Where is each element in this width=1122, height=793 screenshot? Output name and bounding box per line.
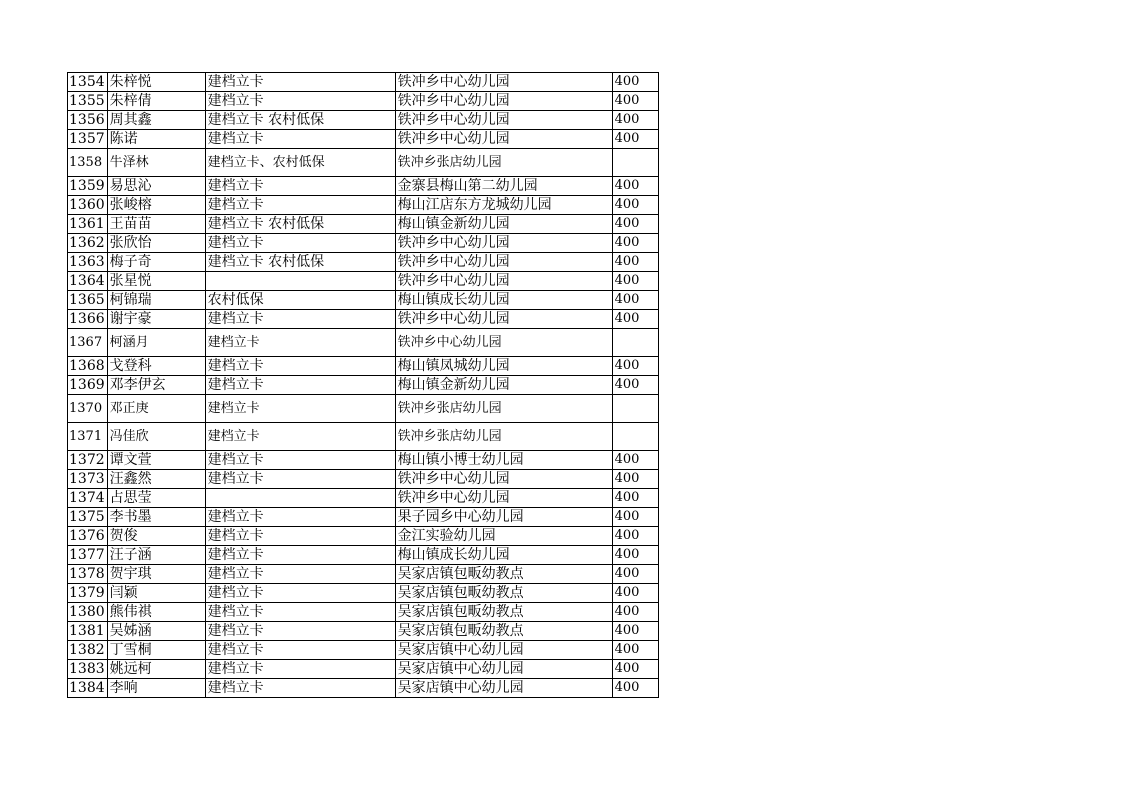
table-row [68,470,659,489]
table-row [68,584,659,603]
table-row [68,546,659,565]
amount-cell: 400 [612,111,658,130]
amount-cell: 400 [612,291,658,310]
table-row [68,357,659,376]
name-cell: 冯佳欣 [107,423,205,451]
name-cell: 张峻榕 [107,196,205,215]
status-cell: 建档立卡 [205,546,395,565]
kindergarten-cell: 铁冲乡张店幼儿园 [395,395,612,423]
amount-cell: 400 [612,73,658,92]
kindergarten-cell: 铁冲乡中心幼儿园 [395,253,612,272]
kindergarten-cell: 吴家店镇包畈幼教点 [395,622,612,641]
name-cell: 贺宇琪 [107,565,205,584]
status-cell: 建档立卡 [205,177,395,196]
status-cell: 建档立卡 [205,310,395,329]
amount-cell: 400 [612,130,658,149]
row-number-cell: 1365 [68,291,108,310]
amount-cell: 400 [612,489,658,508]
table-row [68,423,659,451]
name-cell: 邓正庚 [107,395,205,423]
name-cell: 梅子奇 [107,253,205,272]
row-number-cell: 1370 [68,395,108,423]
row-number-cell: 1377 [68,546,108,565]
kindergarten-cell: 铁冲乡中心幼儿园 [395,73,612,92]
name-cell: 贺俊 [107,527,205,546]
row-number-cell: 1354 [68,73,108,92]
name-cell: 周其鑫 [107,111,205,130]
name-cell: 汪鑫然 [107,470,205,489]
row-number-cell: 1372 [68,451,108,470]
status-cell: 建档立卡 [205,130,395,149]
table-row [68,565,659,584]
name-cell: 李书墨 [107,508,205,527]
status-cell: 建档立卡 [205,679,395,698]
row-number-cell: 1382 [68,641,108,660]
table-row [68,679,659,698]
kindergarten-cell: 吴家店镇中心幼儿园 [395,660,612,679]
kindergarten-cell: 果子园乡中心幼儿园 [395,508,612,527]
kindergarten-cell: 铁冲乡张店幼儿园 [395,423,612,451]
table-row [68,215,659,234]
data-table [67,72,659,698]
table-row [68,73,659,92]
status-cell: 建档立卡 [205,73,395,92]
amount-cell: 400 [612,584,658,603]
amount-cell: 400 [612,177,658,196]
row-number-cell: 1363 [68,253,108,272]
kindergarten-cell: 铁冲乡中心幼儿园 [395,329,612,357]
table-body [68,73,659,698]
amount-cell [612,149,658,177]
status-cell: 建档立卡 农村低保 [205,111,395,130]
kindergarten-cell: 金江实验幼儿园 [395,527,612,546]
row-number-cell: 1373 [68,470,108,489]
kindergarten-cell: 梅山镇凤城幼儿园 [395,357,612,376]
status-cell: 建档立卡、农村低保 [205,149,395,177]
amount-cell: 400 [612,253,658,272]
status-cell: 建档立卡 [205,395,395,423]
row-number-cell: 1381 [68,622,108,641]
row-number-cell: 1371 [68,423,108,451]
name-cell: 牛泽林 [107,149,205,177]
name-cell: 汪子涵 [107,546,205,565]
row-number-cell: 1368 [68,357,108,376]
status-cell: 建档立卡 [205,622,395,641]
status-cell: 建档立卡 [205,527,395,546]
kindergarten-cell: 吴家店镇包畈幼教点 [395,603,612,622]
kindergarten-cell: 铁冲乡中心幼儿园 [395,111,612,130]
row-number-cell: 1358 [68,149,108,177]
kindergarten-cell: 铁冲乡中心幼儿园 [395,310,612,329]
table-row [68,92,659,111]
status-cell: 建档立卡 [205,470,395,489]
amount-cell: 400 [612,310,658,329]
amount-cell: 400 [612,470,658,489]
kindergarten-cell: 梅山镇成长幼儿园 [395,291,612,310]
name-cell: 姚远柯 [107,660,205,679]
status-cell: 建档立卡 [205,234,395,253]
row-number-cell: 1379 [68,584,108,603]
amount-cell: 400 [612,272,658,291]
kindergarten-cell: 铁冲乡中心幼儿园 [395,470,612,489]
table-row [68,660,659,679]
kindergarten-cell: 铁冲乡张店幼儿园 [395,149,612,177]
name-cell: 朱梓悦 [107,73,205,92]
kindergarten-cell: 梅山江店东方龙城幼儿园 [395,196,612,215]
amount-cell [612,329,658,357]
amount-cell: 400 [612,660,658,679]
amount-cell: 400 [612,234,658,253]
status-cell: 建档立卡 [205,329,395,357]
amount-cell: 400 [612,622,658,641]
amount-cell: 400 [612,451,658,470]
status-cell: 建档立卡 [205,451,395,470]
row-number-cell: 1360 [68,196,108,215]
status-cell: 建档立卡 [205,584,395,603]
table-row [68,622,659,641]
amount-cell: 400 [612,565,658,584]
status-cell [205,489,395,508]
kindergarten-cell: 吴家店镇包畈幼教点 [395,565,612,584]
row-number-cell: 1378 [68,565,108,584]
amount-cell: 400 [612,196,658,215]
row-number-cell: 1374 [68,489,108,508]
status-cell: 建档立卡 [205,508,395,527]
name-cell: 张欣怡 [107,234,205,253]
table-row [68,196,659,215]
table-row [68,489,659,508]
amount-cell: 400 [612,546,658,565]
kindergarten-cell: 梅山镇金新幼儿园 [395,376,612,395]
kindergarten-cell: 梅山镇小博士幼儿园 [395,451,612,470]
name-cell: 张星悦 [107,272,205,291]
table-row [68,149,659,177]
status-cell: 建档立卡 [205,196,395,215]
row-number-cell: 1362 [68,234,108,253]
table-row [68,451,659,470]
table-row [68,508,659,527]
table-row [68,234,659,253]
name-cell: 李响 [107,679,205,698]
table-row [68,527,659,546]
amount-cell: 400 [612,679,658,698]
name-cell: 谢宇豪 [107,310,205,329]
status-cell: 建档立卡 [205,660,395,679]
amount-cell: 400 [612,641,658,660]
status-cell: 建档立卡 [205,565,395,584]
amount-cell: 400 [612,376,658,395]
amount-cell: 400 [612,92,658,111]
name-cell: 柯涵月 [107,329,205,357]
name-cell: 易思沁 [107,177,205,196]
row-number-cell: 1376 [68,527,108,546]
table-row [68,111,659,130]
name-cell: 陈诺 [107,130,205,149]
row-number-cell: 1383 [68,660,108,679]
row-number-cell: 1384 [68,679,108,698]
table-row [68,329,659,357]
row-number-cell: 1380 [68,603,108,622]
kindergarten-cell: 梅山镇金新幼儿园 [395,215,612,234]
kindergarten-cell: 吴家店镇包畈幼教点 [395,584,612,603]
kindergarten-cell: 铁冲乡中心幼儿园 [395,489,612,508]
status-cell: 建档立卡 农村低保 [205,253,395,272]
kindergarten-cell: 金寨县梅山第二幼儿园 [395,177,612,196]
status-cell: 建档立卡 [205,641,395,660]
name-cell: 戈登科 [107,357,205,376]
status-cell: 农村低保 [205,291,395,310]
table-row [68,130,659,149]
kindergarten-cell: 铁冲乡中心幼儿园 [395,92,612,111]
amount-cell [612,423,658,451]
name-cell: 丁雪桐 [107,641,205,660]
table-row [68,177,659,196]
row-number-cell: 1355 [68,92,108,111]
status-cell [205,272,395,291]
kindergarten-cell: 铁冲乡中心幼儿园 [395,272,612,291]
name-cell: 柯锦瑞 [107,291,205,310]
name-cell: 邓李伊玄 [107,376,205,395]
amount-cell: 400 [612,508,658,527]
row-number-cell: 1375 [68,508,108,527]
kindergarten-cell: 梅山镇成长幼儿园 [395,546,612,565]
amount-cell: 400 [612,215,658,234]
row-number-cell: 1367 [68,329,108,357]
name-cell: 占思莹 [107,489,205,508]
table-row [68,272,659,291]
kindergarten-cell: 铁冲乡中心幼儿园 [395,234,612,253]
table-row [68,395,659,423]
row-number-cell: 1366 [68,310,108,329]
table-row [68,376,659,395]
table-row [68,291,659,310]
name-cell: 王苗苗 [107,215,205,234]
amount-cell: 400 [612,603,658,622]
amount-cell: 400 [612,357,658,376]
amount-cell [612,395,658,423]
table-row [68,310,659,329]
table-row [68,603,659,622]
name-cell: 朱梓倩 [107,92,205,111]
table-row [68,253,659,272]
row-number-cell: 1359 [68,177,108,196]
row-number-cell: 1357 [68,130,108,149]
status-cell: 建档立卡 [205,603,395,622]
row-number-cell: 1369 [68,376,108,395]
name-cell: 熊伟祺 [107,603,205,622]
status-cell: 建档立卡 [205,357,395,376]
table-row [68,641,659,660]
name-cell: 闫颖 [107,584,205,603]
kindergarten-cell: 吴家店镇中心幼儿园 [395,679,612,698]
status-cell: 建档立卡 [205,423,395,451]
amount-cell: 400 [612,527,658,546]
name-cell: 谭文萱 [107,451,205,470]
status-cell: 建档立卡 [205,92,395,111]
kindergarten-cell: 铁冲乡中心幼儿园 [395,130,612,149]
status-cell: 建档立卡 农村低保 [205,215,395,234]
row-number-cell: 1364 [68,272,108,291]
status-cell: 建档立卡 [205,376,395,395]
row-number-cell: 1356 [68,111,108,130]
row-number-cell: 1361 [68,215,108,234]
kindergarten-cell: 吴家店镇中心幼儿园 [395,641,612,660]
name-cell: 吴姊涵 [107,622,205,641]
